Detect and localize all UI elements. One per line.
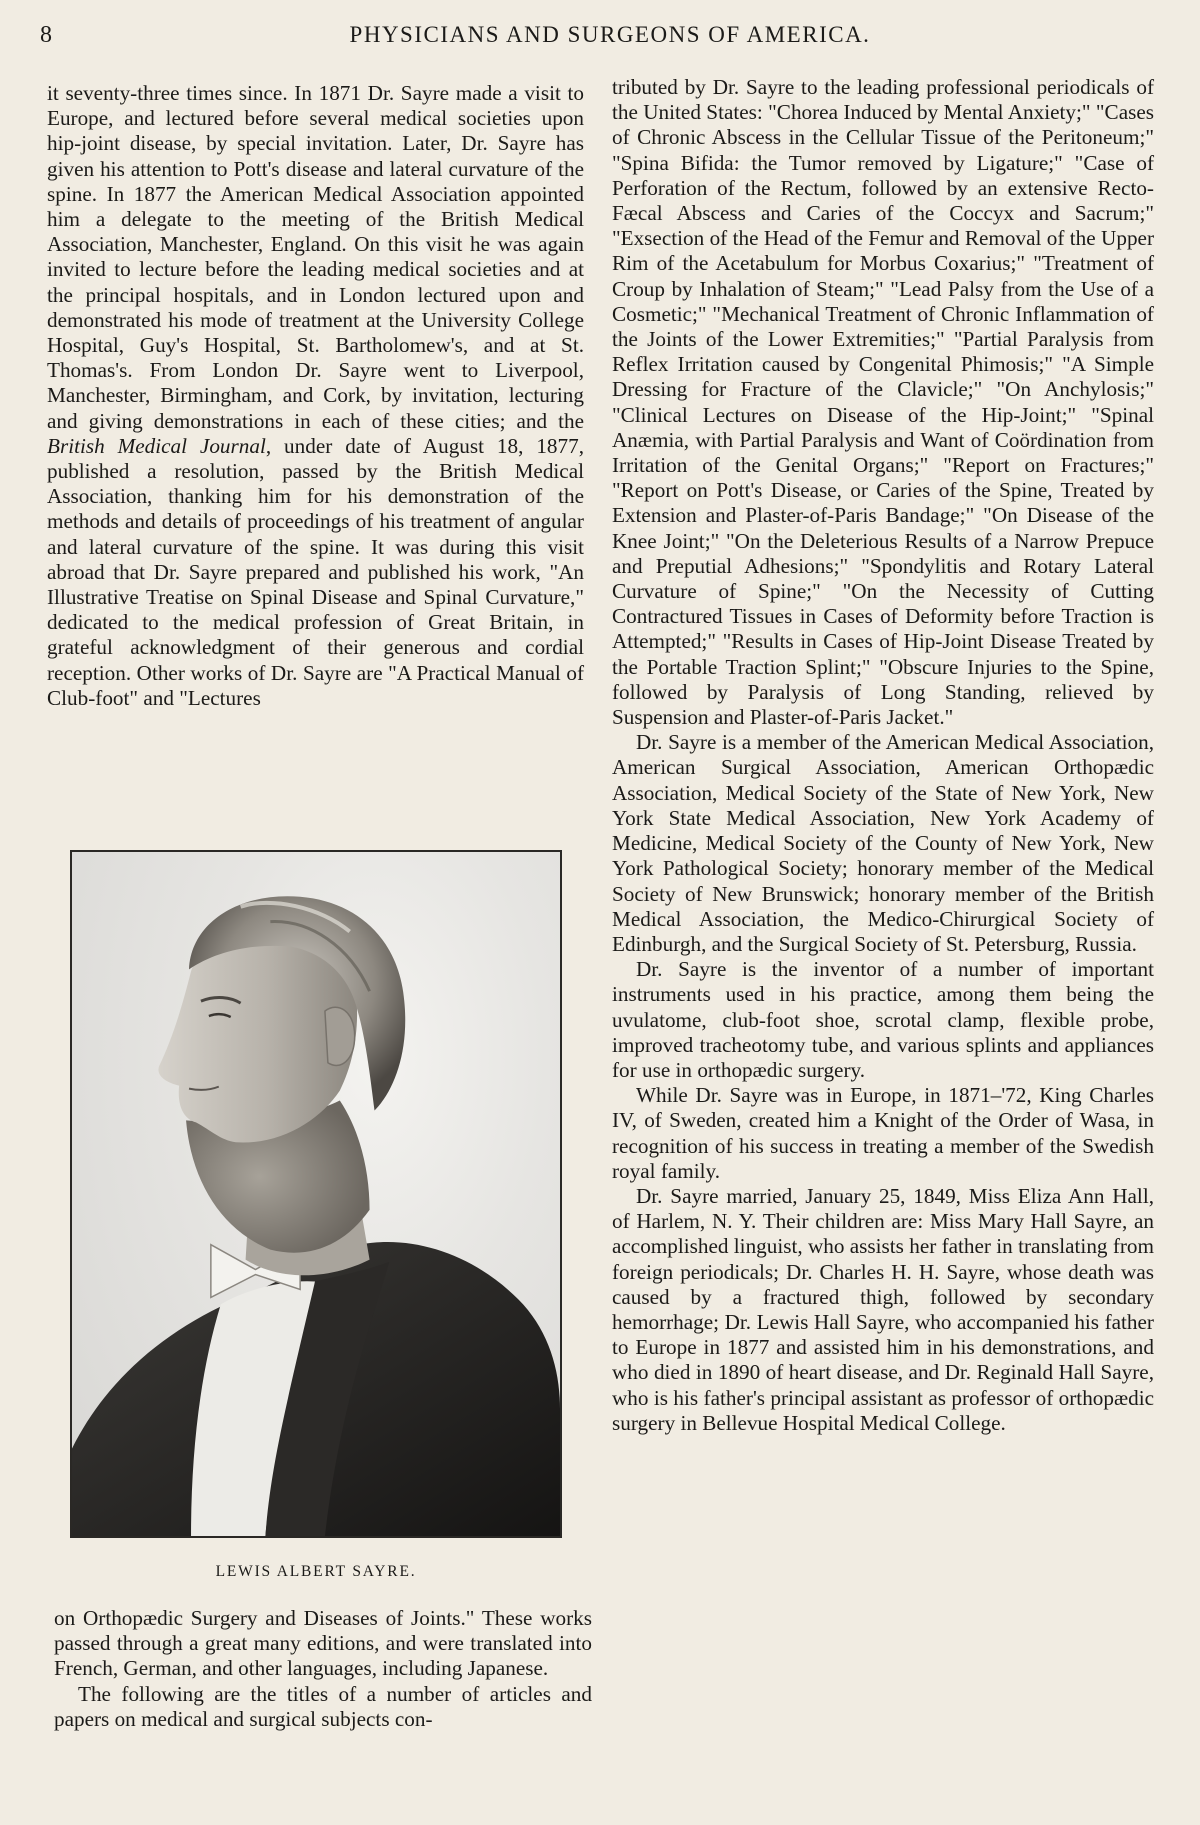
page-number: 8 — [40, 22, 52, 48]
paragraph: The following are the titles of a number of articles and papers on medical and surgical subjects con- — [54, 1681, 592, 1731]
left-column-bottom — [54, 1606, 592, 1732]
portrait-illustration — [72, 852, 560, 1536]
journal-title: British Medical Journal — [47, 433, 266, 458]
paragraph-article-titles: tributed by Dr. Sayre to the leading professional periodicals of the United States: "Chorea Induced by Mental Anxiety;" "Cases of Chronic Abscess in the Cellular Tissue of the Peritoneum;" "Spina Bifida: the Tumor removed by Ligature;" "Case of Perforation of the Rectum, followed by an extensive Recto-Fæcal Abscess and Caries of the Coccyx and Sacrum;" "Exsection of the Head of the Femur and Removal of the Upper Rim of the Acetabulum for Morbus Coxarius;" "Treatment of Croup by Inhalation of Steam;" "Lead Palsy from the Use of a Cosmetic;" "Mechanical Treatment of Chronic Inflammation of the Joints of the Lower Extremities;" "Partial Paralysis from Reflex Irritation caused by Congenital Phimosis;" "A Simple Dressing for Fracture of the Clavicle;" "On Anchylosis;" "Clinical Lectures on Disease of the Hip-Joint;" "Spinal Anæmia, with Partial Paralysis and Want of Coördination from Irritation of the Genital Organs;" "Report on Fractures;" "Report on Pott's Disease, or Caries of the Spine, Treated by Extension and Plaster-of-Paris Bandage;" "On Disease of the Knee Joint;" "On the Deleterious Results of a Narrow Prepuce and Preputial Adhesions;" "Spondylitis and Rotary Lateral Curvature of Spine;" "On the Necessity of Cutting Contractured Tissues in Cases of Deformity before Traction is Attempted;" "Results in Cases of Hip-Joint Disease Treated by the Portable Traction Splint;" "Obscure Injuries to the Spine, followed by Paralysis of Long Standing, relieved by Suspension and Plaster-of-Paris Jacket." — [612, 75, 1154, 730]
portrait-photo — [70, 850, 562, 1538]
right-column — [612, 75, 1154, 1436]
paragraph-family: Dr. Sayre married, January 25, 1849, Miss Eliza Ann Hall, of Harlem, N. Y. Their children are: Miss Mary Hall Sayre, an accomplished linguist, who assists her father in translating from foreign periodicals; Dr. Charles H. H. Sayre, whose death was caused by a fractured thigh, followed by secondary hemorrhage; Dr. Lewis Hall Sayre, who accompanied his father to Europe in 1877 and assisted him in his demonstrations, and who died in 1890 of heart disease, and Dr. Reginald Hall Sayre, who is his father's principal assistant as professor of orthopædic surgery in Bellevue Hospital Medical College. — [612, 1183, 1154, 1435]
text-run: , under date of August 18, 1877, published a resolution, passed by the British Medical Association, thanking him for his demonstration of the methods and details of proceedings of his treatment of angular and lateral curvature of the spine. It was during this visit abroad that Dr. Sayre prepared and published his work, "An Illustrative Treatise on Spinal Disease and Spinal Curvature," dedicated to the medical profession of Great Britain, in grateful acknowledgment of their generous and cordial reception. Other works of Dr. Sayre are "A Practical Manual of Club-foot" and "Lectures — [47, 433, 584, 710]
paragraph-continued — [47, 81, 584, 711]
left-column-top — [47, 81, 584, 711]
text-run: it seventy-three times since. In 1871 Dr. Sayre made a visit to Europe, and lectured before several medical societies upon hip-joint disease, by special invitation. Later, Dr. Sayre has given his attention to Pott's disease and lateral curvature of the spine. In 1877 the American Medical Association appointed him a delegate to the meeting of the British Medical Association, Manchester, England. On this visit he was again invited to lecture before the leading medical societies and at the principal hospitals, and in London lectured upon and demonstrated his mode of treatment at the University College Hospital, Guy's Hospital, St. Bartholomew's, and at St. Thomas's. From London Dr. Sayre went to Liverpool, Manchester, Birmingham, and Cork, by invitation, lecturing and giving demonstrations in each of these cities; and the — [47, 81, 584, 433]
paragraph: on Orthopædic Surgery and Diseases of Joints." These works passed through a great many editions, and were translated into French, German, and other languages, including Japanese. — [54, 1606, 592, 1681]
paragraph-memberships: Dr. Sayre is a member of the American Medical Association, American Surgical Association, American Orthopædic Association, Medical Society of the State of New York, New York State Medical Association, New York Academy of Medicine, Medical Society of the County of New York, New York Pathological Society; honorary member of the Medical Society of New Brunswick; honorary member of the British Medical Association, the Medico-Chirurgical Society of Edinburgh, and the Surgical Society of St. Petersburg, Russia. — [612, 730, 1154, 956]
portrait-caption: LEWIS ALBERT SAYRE. — [215, 1563, 417, 1580]
running-title: PHYSICIANS AND SURGEONS OF AMERICA. — [349, 22, 871, 47]
paragraph-honors: While Dr. Sayre was in Europe, in 1871–'72, King Charles IV, of Sweden, created him a Knight of the Order of Wasa, in recognition of his success in treating a member of the Swedish royal family. — [612, 1083, 1154, 1183]
paragraph-inventions: Dr. Sayre is the inventor of a number of important instruments used in his practice, among them being the uvulatome, club-foot shoe, scrotal clamp, flexible probe, improved tracheotomy tube, and various splints and appliances for use in orthopædic surgery. — [612, 957, 1154, 1082]
